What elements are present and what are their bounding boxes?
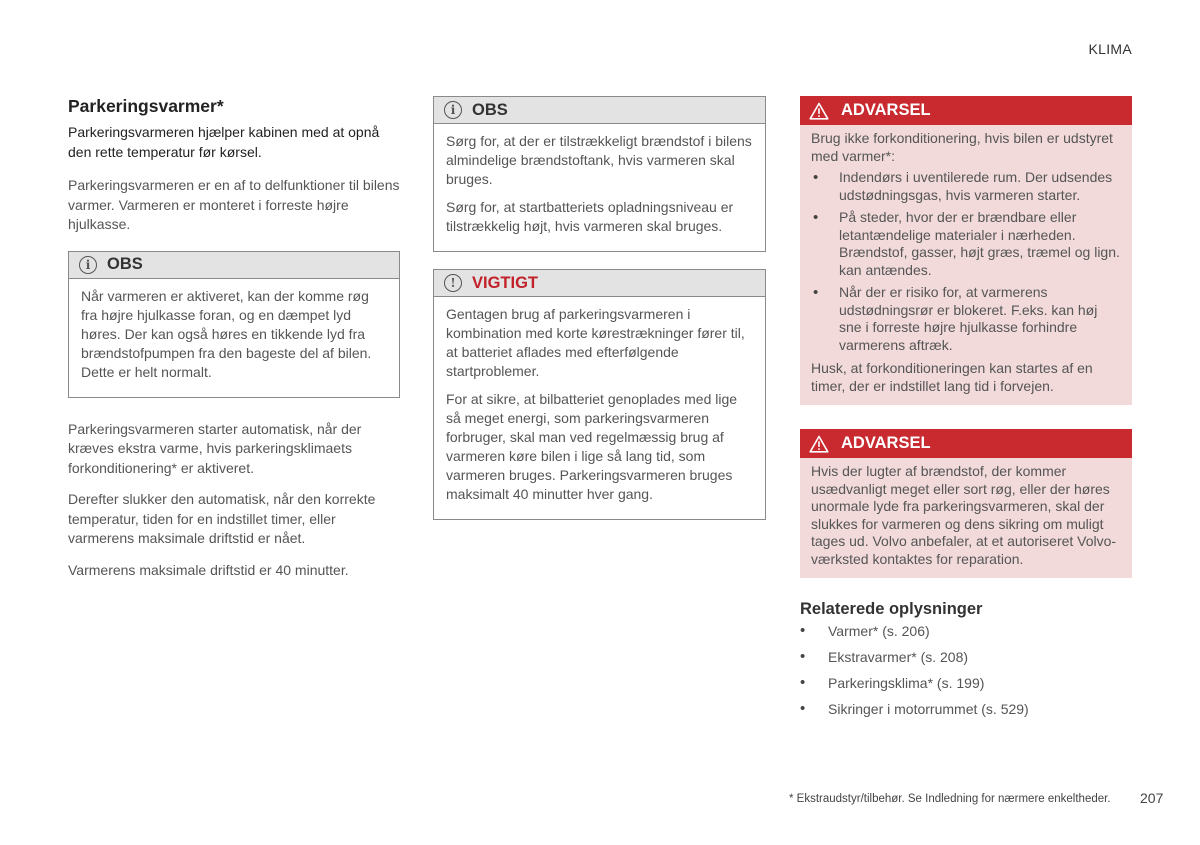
exclamation-icon: !	[444, 274, 462, 292]
warning-title: ADVARSEL	[841, 434, 931, 452]
related-link[interactable]: • Varmer* (s. 206)	[800, 622, 1132, 640]
vigtigt-note-header	[434, 270, 765, 297]
column-left	[68, 96, 400, 592]
body-paragraph: Derefter slukker den automatisk, når den korrekte temperatur, tiden for en indstillet timer, eller varmerens maksimale driftstid er nået.	[68, 491, 376, 546]
column-middle	[433, 96, 766, 542]
obs-note-box	[433, 96, 766, 252]
warning-outro: Husk, at forkonditioneringen kan startes af en timer, der er indstillet lang tid i forvejen.	[811, 360, 1093, 394]
warning-box	[800, 429, 1132, 578]
warning-triangle-icon	[809, 435, 829, 453]
obs-note-box	[68, 251, 400, 398]
vigtigt-note-box	[433, 269, 766, 520]
warning-text: Hvis der lugter af brændstof, der kommer usædvanligt meget eller sort røg, eller der høres unormale lyde fra parkeringsvarmeren, skal der slukkes for varmeren og dens sikring om muligt tages ud. Volvo anbefaler, at et autoriseret Volvo-værksted kontaktes for reparation.	[811, 463, 1117, 567]
warning-triangle-icon	[809, 102, 829, 120]
warning-header	[800, 429, 1132, 458]
page-title: Parkeringsvarmer*	[68, 96, 224, 116]
obs-note-title: OBS	[107, 255, 143, 273]
obs-note-text: Sørg for, at startbatteriets opladningsniveau er tilstrækkelig højt, hvis varmeren skal bruges.	[446, 199, 734, 234]
related-link[interactable]: • Parkeringsklima* (s. 199)	[800, 674, 1132, 692]
warning-header	[800, 96, 1132, 125]
lead-paragraph: Parkeringsvarmeren hjælper kabinen med at opnå den rette temperatur før kørsel.	[68, 124, 380, 160]
vigtigt-note-title: VIGTIGT	[472, 273, 538, 292]
info-icon: i	[444, 101, 462, 119]
section-label: KLIMA	[1088, 41, 1132, 57]
body-paragraph: Parkeringsvarmeren er en af to delfunktioner til bilens varmer. Varmeren er monteret i forreste højre hjulkasse.	[68, 177, 400, 232]
warning-intro: Brug ikke forkonditionering, hvis bilen er udstyret med varmer*:	[811, 130, 1113, 164]
obs-note-title: OBS	[472, 100, 508, 119]
list-item: • Indendørs i uventilerede rum. Der udsendes udstødningsgas, hvis varmeren starter.	[811, 169, 1120, 204]
related-info-heading: Relaterede oplysninger	[800, 600, 983, 618]
warning-box	[800, 96, 1132, 405]
obs-note-header	[434, 97, 765, 124]
warning-title: ADVARSEL	[841, 101, 931, 119]
obs-note-text: Sørg for, at der er tilstrækkeligt brændstof i bilens almindelige brændstoftank, hvis varmeren skal bruges.	[446, 133, 752, 187]
info-icon: i	[79, 256, 97, 274]
page-number: 207	[1140, 790, 1164, 806]
list-item: • Når der er risiko for, at varmerens udstødningsrør er blokeret. F.eks. kan høj sne i forreste højre hjulkasse forhindre varmerens aftræk.	[811, 284, 1120, 354]
vigtigt-note-text: Gentagen brug af parkeringsvarmeren i kombination med korte kørestrækninger fører til, at batteriet aflades med efterfølgende startproblemer.	[446, 306, 745, 379]
obs-note-header	[69, 252, 399, 279]
body-paragraph: Varmerens maksimale driftstid er 40 minutter.	[68, 561, 349, 578]
body-paragraph: Parkeringsvarmeren starter automatisk, når der kræves ekstra varme, hvis parkeringsklimaets forkonditionering* er aktiveret.	[68, 420, 362, 476]
related-link[interactable]: • Sikringer i motorrummet (s. 529)	[800, 700, 1132, 718]
vigtigt-note-text: For at sikre, at bilbatteriet genoplades med lige så meget energi, som parkeringsvarmeren forbruger, skal man ved regelmæssig brug af varmeren køre bilen i lige så lang tid, som varmeren bruges. Parkeringsvarmeren bruges maksimalt 40 minutter hver gang.	[446, 391, 738, 502]
related-link[interactable]: • Ekstravarmer* (s. 208)	[800, 648, 1132, 666]
obs-note-text: Når varmeren er aktiveret, kan der komme røg fra højre hjulkasse foran, og en dæmpet lyd høres. Der kan også høres en tikkende lyd fra brændstofpumpen fra den bageste del af bilen. Dette er helt normalt.	[81, 287, 372, 380]
list-item: • På steder, hvor der er brændbare eller letantændelige materialer i nærheden. Brændstof, gasser, højt græs, træmel og lign. kan antændes.	[811, 209, 1120, 279]
related-info-list	[800, 622, 1132, 718]
warning-list	[811, 169, 1120, 354]
footnote: * Ekstraudstyr/tilbehør. Se Indledning for nærmere enkeltheder.	[789, 793, 1111, 805]
column-right	[800, 96, 1132, 726]
